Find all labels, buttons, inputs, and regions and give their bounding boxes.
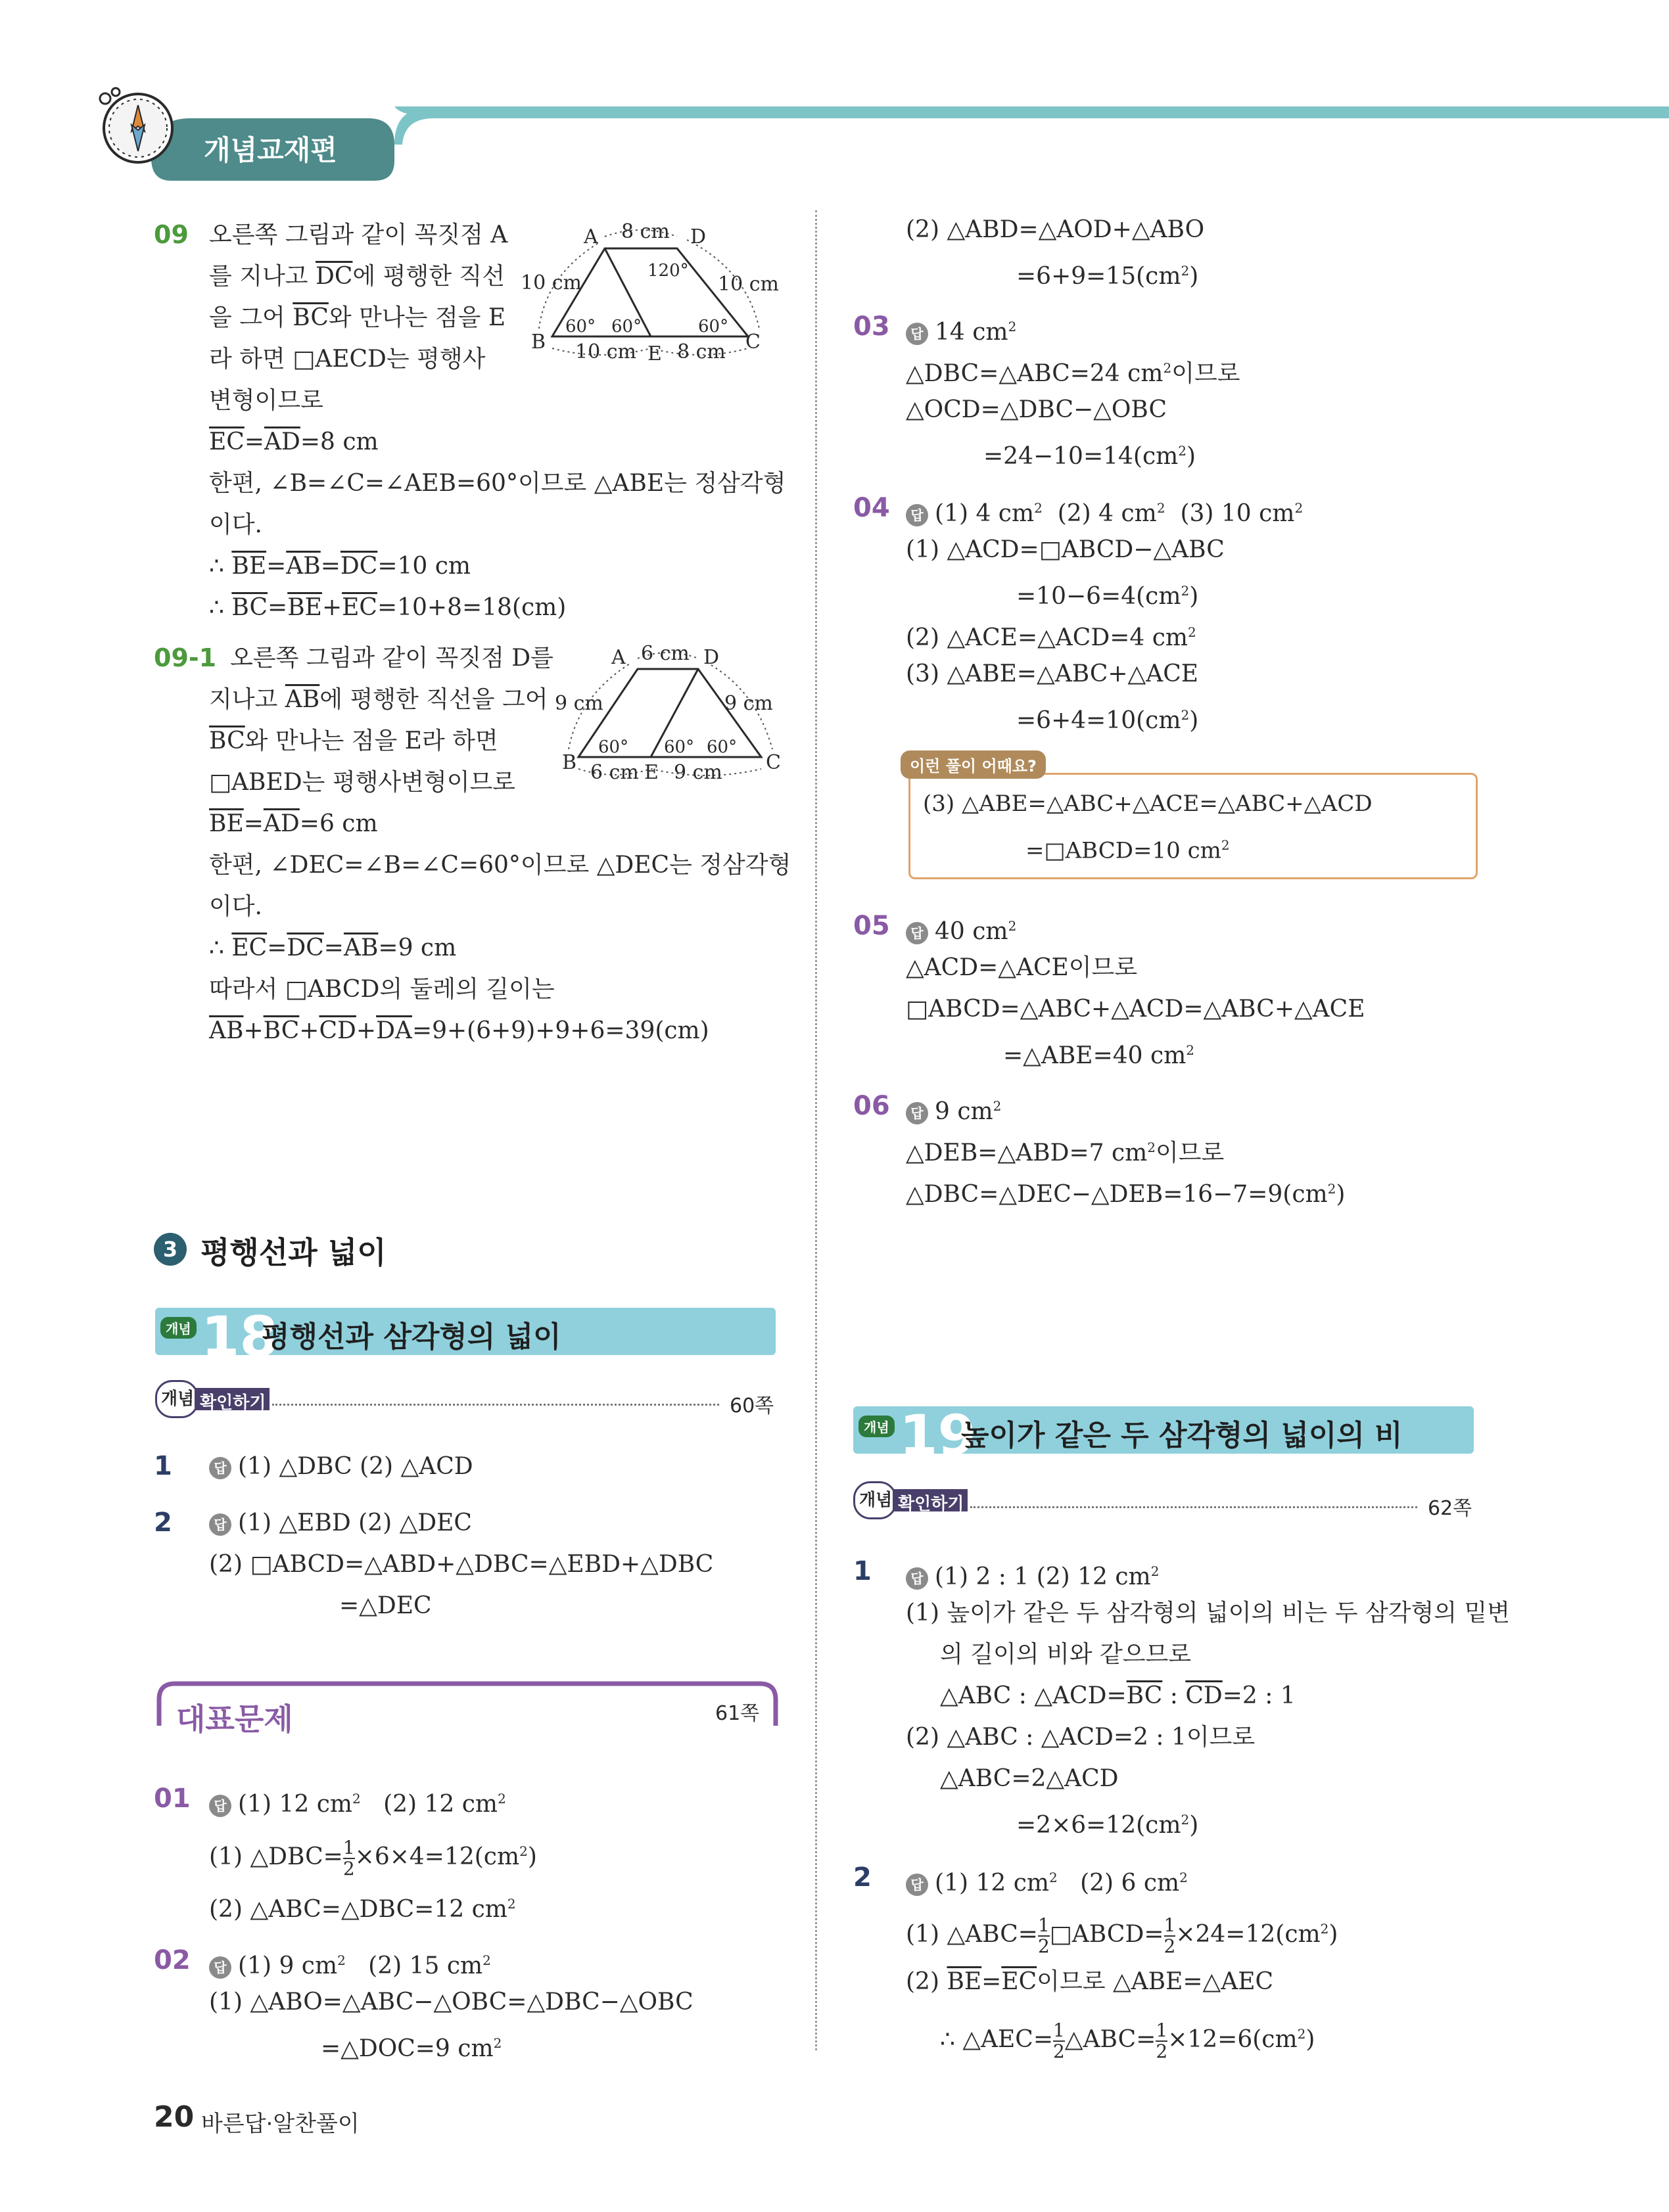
- answer-line: 답 (1) 2 : 1 (2) 12 $cm^2$: [906, 1551, 1159, 1598]
- text-line: $\triangle DBC=\triangle DEC-\triangle DEB=16-7=9(cm^2)$: [906, 1181, 1346, 1208]
- text-line: =△ABE=40 $cm^2$: [1003, 1042, 1195, 1069]
- concept-number: 18: [201, 1304, 278, 1369]
- answer-line: 답 (1) 9 $cm^2$ (2) 15 $cm^2$: [209, 1940, 491, 1987]
- answer-line: 답 (1) △EBD (2) △DEC: [209, 1502, 472, 1544]
- length-label: 9 cm: [724, 692, 773, 715]
- angle-label: 60°: [611, 317, 642, 336]
- compass-clock-icon: [99, 85, 177, 171]
- point-label: B: [562, 751, 577, 774]
- text-line: (2) △ABC=△DBC=12 $cm^2$: [209, 1896, 516, 1923]
- text-line: (2) △ABC : △ACD=2 : 1이므로: [906, 1724, 1256, 1751]
- text-line: (1) △DBC= $\frac{1}{2}$ $\times 6\times 4=12(cm^2)$: [209, 1837, 537, 1879]
- point-label: E: [647, 342, 662, 365]
- dotted-leader: [970, 1506, 1417, 1508]
- page-ref: 60쪽: [730, 1394, 774, 1417]
- text-line: $=24-10=14(cm^2)$: [983, 443, 1196, 470]
- concept-badge: 개념: [858, 1416, 895, 1437]
- text-line: △DEB=△ABD=7 $cm^2$이므로: [906, 1140, 1225, 1166]
- concept-title: 평행선과 삼각형의 넓이: [262, 1320, 561, 1354]
- problem-number: 09: [154, 220, 189, 249]
- header-label: 개념교재편: [204, 134, 337, 166]
- angle-label: 60°: [698, 317, 729, 336]
- text-line: =△DEC: [339, 1592, 432, 1619]
- text-line: =△DOC=9 $cm^2$: [321, 2035, 502, 2062]
- problem-number: 02: [154, 1945, 191, 1975]
- length-label: 8 cm: [677, 340, 726, 363]
- answer-badge-icon: 답: [906, 1102, 928, 1124]
- answer-badge-icon: 답: [906, 1567, 928, 1590]
- answer-line: 답 (1) 4 $cm^2$ (2) 4 $cm^2$ (3) 10 $cm^2$: [906, 488, 1303, 534]
- problem-number: 1: [154, 1451, 172, 1481]
- trapezoid-figure-2: [546, 644, 795, 789]
- length-label: 6 cm: [641, 644, 690, 665]
- answer-line: 답 (1) 12 $cm^2$ (2) 6 $cm^2$: [906, 1857, 1188, 1904]
- length-label: 8 cm: [621, 220, 670, 243]
- text-line: △ABC : $\triangle ACD=\overline{BC}$ : $\overline{CD}=2$ : 1: [940, 1682, 1296, 1709]
- text-line: $=10-6=4(cm^2)$: [1016, 583, 1199, 610]
- text-line: (1) △ABO=△ABC−△OBC=△DBC−△OBC: [209, 1989, 693, 2016]
- length-label: 10 cm: [521, 271, 582, 294]
- text-line: 따라서 □ABCD의 둘레의 길이는: [209, 976, 555, 1003]
- text-line: ∴ $\overline{BC}=\overline{BE}+\overline{EC}=10+8=18(cm)$: [209, 594, 567, 621]
- length-label: 10 cm: [718, 273, 779, 296]
- text-line: ∴ △AEC= $\frac{1}{2}$ △ABC= $\frac{1}{2}$ $\times 12=6(cm^2)$: [940, 2019, 1315, 2062]
- answer-badge-icon: 답: [209, 1457, 231, 1479]
- problem-number: 2: [853, 1862, 872, 1893]
- answer-line: 답 9 $cm^2$: [906, 1086, 1001, 1132]
- check-label: 확인하기: [200, 1393, 266, 1413]
- point-label: E: [644, 761, 659, 784]
- answer-badge-icon: 답: [906, 922, 928, 944]
- text-line: 지나고 $\overline{AB}$에 평행한 직선을 그어: [209, 686, 548, 713]
- problem-number: 05: [853, 911, 890, 941]
- text-line: (2) $\overline{BE}=\overline{EC}$이므로 △ABE=△AEC: [906, 1968, 1274, 1995]
- text-line: ∴ $\overline{BE}=\overline{AB}=\overline{DC}=10$ cm: [209, 553, 471, 580]
- tip-tag: 이런 풀이 어때요?: [901, 750, 1046, 779]
- point-label: D: [690, 225, 707, 248]
- text-line: (1) △ABC= $\frac{1}{2}$ □ABCD= $\frac{1}{2}$ $\times 24=12(cm^2)$: [906, 1914, 1338, 1957]
- concept-number: 19: [899, 1403, 976, 1467]
- column-divider: [815, 210, 817, 2050]
- text-line: 한편, ∠B=∠C=∠AEB=60°이므로 △ABE는 정삼각형: [209, 470, 786, 497]
- answer-badge-icon: 답: [209, 1795, 231, 1817]
- text-line: 를 지나고 $\overline{DC}$에 평행한 직선: [209, 263, 505, 290]
- text-line: 이다.: [209, 893, 262, 920]
- problem-number: 1: [853, 1556, 872, 1586]
- footer-label: 바른답·알찬풀이: [201, 2111, 360, 2137]
- point-label: A: [584, 225, 598, 248]
- text-line: △OCD=△DBC−△OBC: [906, 396, 1167, 423]
- check-tag: 개념: [859, 1490, 893, 1510]
- text-line: $=6+9=15(cm^2)$: [1016, 263, 1199, 290]
- page-number: 20: [154, 2100, 195, 2134]
- text-line: $\overline{AB}+\overline{BC}+\overline{CD}+\overline{DA}=9+(6+9)+9+6=39(cm)$: [209, 1017, 709, 1044]
- point-label: C: [766, 751, 781, 774]
- text-line: $\overline{BC}$와 만나는 점을 E라 하면: [209, 727, 498, 754]
- angle-label: 60°: [707, 737, 738, 757]
- text-line: △ABC=2△ACD: [940, 1765, 1119, 1792]
- section-title: 평행선과 넓이: [200, 1235, 387, 1270]
- check-label: 확인하기: [898, 1494, 964, 1514]
- text-line: (3) △ABE=△ABC+△ACE: [906, 660, 1199, 687]
- angle-label: 120°: [647, 261, 689, 281]
- dotted-leader: [272, 1404, 719, 1406]
- point-label: D: [703, 646, 720, 669]
- page-ref: 61쪽: [715, 1702, 760, 1725]
- problem-number: 09-1: [154, 643, 217, 672]
- problem-number: 01: [154, 1784, 191, 1814]
- text-line: 의 길이의 비와 같으므로: [940, 1641, 1192, 1668]
- text-line: 을 그어 $\overline{BC}$와 만나는 점을 E: [209, 304, 506, 331]
- answer-line: 답 (1) 12 $cm^2$ (2) 12 $cm^2$: [209, 1778, 506, 1825]
- answer-line: 답 40 $cm^2$: [906, 906, 1016, 952]
- length-label: 9 cm: [555, 692, 603, 715]
- text-line: (3) △ABE=△ABC+△ACE=△ABC+△ACD: [923, 791, 1373, 817]
- concept-title: 높이가 같은 두 삼각형의 넓이의 비: [961, 1419, 1403, 1452]
- answer-badge-icon: 답: [906, 1874, 928, 1896]
- text-line: 오른쪽 그림과 같이 꼭짓점 A: [209, 221, 508, 248]
- length-label: 6 cm: [590, 761, 639, 784]
- text-line: (2) □ABCD=△ABD+△DBC=△EBD+△DBC: [209, 1551, 714, 1578]
- problem-number: 03: [853, 311, 890, 342]
- page-ref: 62쪽: [1428, 1497, 1472, 1520]
- section-number: 3: [154, 1233, 187, 1266]
- text-line: $\overline{BE}=\overline{AD}=6$ cm: [209, 810, 378, 837]
- point-label: C: [745, 331, 761, 354]
- check-tag: 개념: [161, 1389, 195, 1409]
- text-line: $\overline{EC}=\overline{AD}=8$ cm: [209, 428, 379, 455]
- trapezoid-figure-1: [513, 217, 789, 375]
- text-line: (2) △ABD=△AOD+△ABO: [906, 216, 1205, 243]
- point-label: B: [531, 331, 546, 354]
- concept-badge: 개념: [160, 1317, 197, 1339]
- length-label: 9 cm: [674, 761, 722, 784]
- angle-label: 60°: [664, 737, 695, 757]
- problem-number: 06: [853, 1091, 890, 1121]
- text-line: □ABED는 평행사변형이므로: [209, 769, 516, 796]
- text-line: △DBC=△ABC=24 $cm^2$이므로: [906, 360, 1240, 387]
- answer-badge-icon: 답: [209, 1956, 231, 1979]
- point-label: A: [611, 646, 626, 669]
- text-line: 변형이므로: [209, 387, 323, 414]
- answer-line: 답 (1) △DBC (2) △ACD: [209, 1446, 473, 1487]
- answer-line: 답 14 $cm^2$: [906, 306, 1016, 353]
- length-label: 10 cm: [575, 340, 636, 363]
- text-line: $=6+4=10(cm^2)$: [1016, 707, 1199, 734]
- angle-label: 60°: [565, 317, 596, 336]
- text-line: (1) △ACD=□ABCD−△ABC: [906, 536, 1225, 563]
- text-line: 라 하면 □AECD는 평행사: [209, 346, 486, 373]
- text-line: △ACD=△ACE이므로: [906, 954, 1138, 981]
- text-line: 오른쪽 그림과 같이 꼭짓점 D를: [230, 645, 553, 672]
- angle-label: 60°: [598, 737, 629, 757]
- text-line: 한편, ∠DEC=∠B=∠C=60°이므로 △DEC는 정삼각형: [209, 852, 791, 879]
- text-line: ∴ $\overline{EC}=\overline{DC}=\overline{AB}=9$ cm: [209, 934, 457, 961]
- answer-badge-icon: 답: [209, 1513, 231, 1536]
- answer-badge-icon: 답: [906, 323, 928, 345]
- rep-title: 대표문제: [176, 1701, 293, 1737]
- text-line: □ABCD=△ABC+△ACD=△ABC+△ACE: [906, 996, 1365, 1023]
- text-line: (1) 높이가 같은 두 삼각형의 넓이의 비는 두 삼각형의 밑변: [906, 1600, 1511, 1626]
- text-line: $=2\times 6=12(cm^2)$: [1016, 1812, 1199, 1839]
- text-line: (2) △ACE=△ACD=4 $cm^2$: [906, 624, 1196, 651]
- problem-number: 04: [853, 493, 890, 523]
- problem-number: 2: [154, 1508, 172, 1538]
- text-line: 이다.: [209, 511, 262, 538]
- answer-badge-icon: 답: [906, 504, 928, 526]
- text-line: =□ABCD=10 $cm^2$: [1025, 837, 1230, 864]
